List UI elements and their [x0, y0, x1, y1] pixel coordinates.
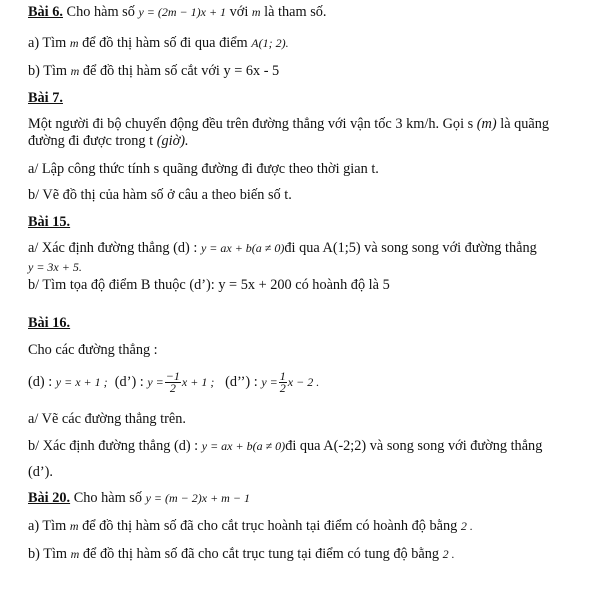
- bai7-para-line2: [28, 132, 189, 150]
- bai15-part-b: b/ Tìm tọa độ điểm B thuộc (d’): y = 5x + 200 có hoành độ là 5: [28, 277, 390, 293]
- bai7-p1b: (m): [476, 116, 497, 132]
- bai16-lines: [28, 367, 319, 397]
- bai6-a-param: m: [69, 36, 79, 50]
- line-d1-denominator: 2: [169, 381, 176, 396]
- bai20-a-value: 2 .: [460, 519, 473, 533]
- bai16-part-b: [28, 437, 542, 455]
- bai6-intro2: với: [229, 4, 249, 20]
- bai7-part-a: a/ Lập công thức tính s quãng đường đi được theo thời gian t.: [28, 161, 379, 177]
- bai6-a-point: A(1; 2).: [251, 36, 289, 50]
- bai6-b-text2: để đồ thị hàm số cắt với y = 6x - 5: [82, 63, 280, 79]
- bai20-title: Bài 20.: [28, 490, 71, 506]
- line-d1-label: (d’) :: [114, 374, 144, 390]
- line-d2-numerator: 1: [279, 369, 286, 384]
- line-d-equation: y = x + 1 ;: [55, 375, 108, 389]
- line-d1-numerator: −1: [165, 369, 180, 384]
- bai20-b-text1: b) Tìm: [28, 546, 68, 562]
- bai20-a-param: m: [69, 519, 79, 533]
- bai15-part-a: [28, 239, 537, 257]
- bai7-p1a: Một người đi bộ chuyển động đều trên đường thẳng với vận tốc 3 km/h. Gọi s: [28, 116, 474, 132]
- bai6-part-b: [28, 62, 279, 80]
- bai20-b-value: 2 .: [442, 547, 455, 561]
- bai20-function: y = (m − 2)x + m − 1: [145, 491, 250, 505]
- bai16-title: Bài 16.: [28, 315, 71, 331]
- bai16-b-text1: b/ Xác định đường thẳng (d) :: [28, 438, 199, 454]
- bai16-intro: Cho các đường thẳng :: [28, 342, 158, 358]
- bai6-line: [28, 3, 326, 21]
- bai16-b-line: (d’).: [28, 464, 54, 480]
- bai20-b-param: m: [70, 547, 80, 561]
- bai6-part-a: [28, 34, 289, 52]
- bai6-b-param: m: [70, 64, 80, 78]
- bai20-intro: Cho hàm số: [73, 490, 142, 506]
- bai7-title: Bài 7.: [28, 90, 63, 106]
- line-d2-denominator: 2: [279, 381, 286, 396]
- bai6-a-text2: để đồ thị hàm số đi qua điểm: [82, 35, 248, 51]
- line-d2-fraction: [279, 371, 287, 394]
- line-d1-fraction: [165, 371, 181, 394]
- bai6-param: m: [251, 5, 261, 19]
- bai7-p2b: (giờ).: [156, 133, 189, 149]
- line-d2-label: (d’’) :: [225, 374, 258, 390]
- line-d1-rhs: x + 1 ;: [181, 375, 215, 389]
- bai6-intro3: là tham số.: [264, 4, 327, 20]
- bai6-intro: Cho hàm số: [66, 4, 135, 20]
- bai15-a-line: y = 3x + 5.: [28, 260, 82, 274]
- line-d2-rhs: x − 2 .: [287, 375, 320, 389]
- bai7-part-b: b/ Vẽ đồ thị của hàm số ở câu a theo biến số t.: [28, 187, 292, 203]
- bai6-function: y = (2m − 1)x + 1: [138, 5, 227, 19]
- bai6-b-text1: b) Tìm: [28, 63, 68, 79]
- bai15-title: Bài 15.: [28, 214, 71, 230]
- line-d-label: (d) :: [28, 374, 53, 390]
- bai6-a-text1: a) Tìm: [28, 35, 67, 51]
- bai7-p1c: là quãng: [500, 116, 550, 132]
- line-d1-lhs: y =: [147, 375, 164, 389]
- bai20-line: [28, 489, 250, 507]
- bai7-para-line1: [28, 115, 549, 133]
- bai16-b-equation: y = ax + b(a ≠ 0): [201, 439, 286, 453]
- bai15-a-equation: y = ax + b(a ≠ 0): [200, 241, 285, 255]
- bai20-a-text1: a) Tìm: [28, 518, 67, 534]
- bai6-title: Bài 6.: [28, 4, 63, 20]
- line-d2-lhs: y =: [261, 375, 278, 389]
- bai15-a-text1: a/ Xác định đường thẳng (d) :: [28, 240, 198, 256]
- bai16-part-a: a/ Vẽ các đường thẳng trên.: [28, 411, 186, 427]
- bai7-p2a: đường đi được trong t: [28, 133, 154, 149]
- bai20-b-text2: để đồ thị hàm số đã cho cắt trục tung tại điểm có tung độ bằng: [82, 546, 440, 562]
- bai15-a-text2: đi qua A(1;5) và song song với đường thẳng: [284, 240, 537, 256]
- bai20-part-b: [28, 545, 455, 563]
- bai20-part-a: [28, 517, 473, 535]
- bai16-b-text2: đi qua A(-2;2) và song song với đường thẳng: [285, 438, 543, 454]
- bai20-a-text2: để đồ thị hàm số đã cho cắt trục hoành tại điểm có hoành độ bằng: [82, 518, 458, 534]
